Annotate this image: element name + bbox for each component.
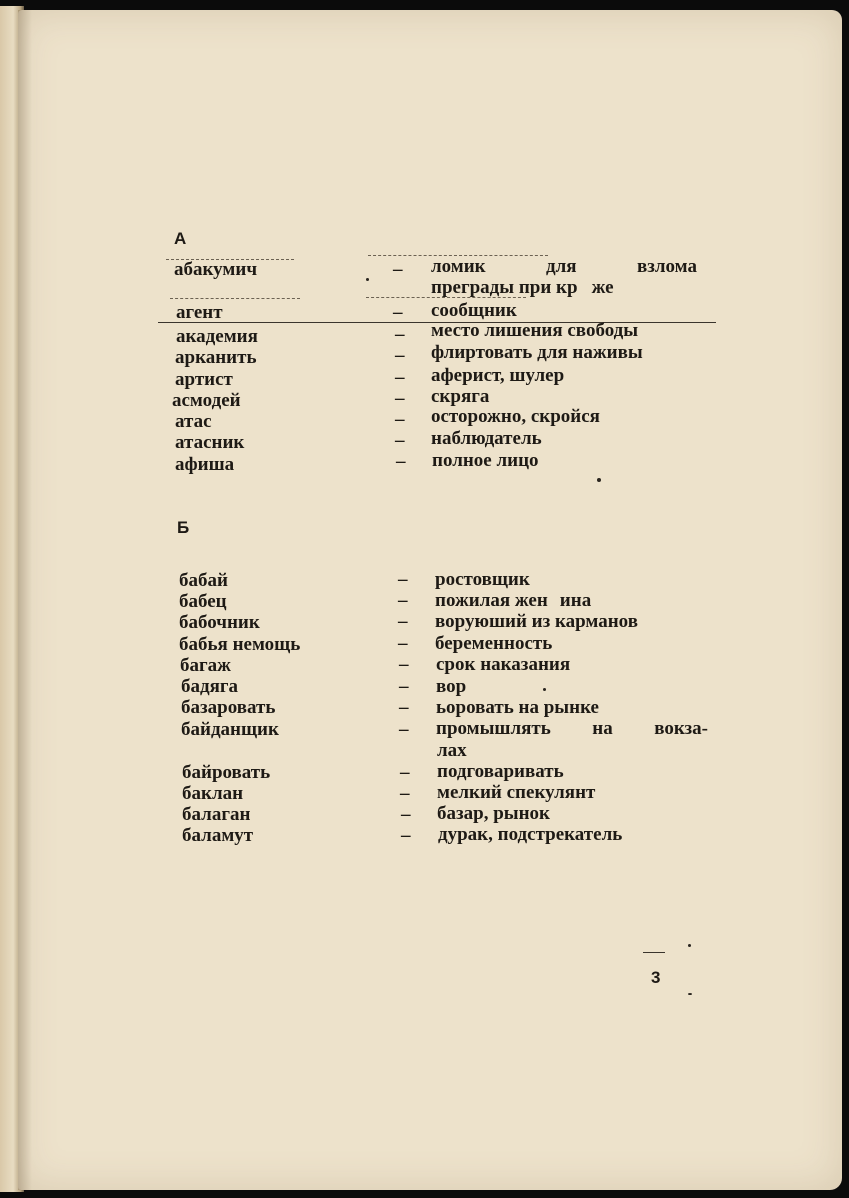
entry-term: афиша <box>175 454 235 475</box>
entry-dash: – <box>399 676 409 697</box>
entry-definition: аферист, шулер <box>431 365 565 386</box>
entry-term: асмодей <box>172 390 241 411</box>
definition-fragment: же <box>591 277 614 298</box>
entry-term: байровать <box>182 762 271 783</box>
entry-term: баклан <box>182 783 244 804</box>
page-paper <box>18 10 842 1190</box>
entry-dash: – <box>395 345 405 366</box>
entry-definition: подговаривать <box>437 761 564 782</box>
entry-term: атас <box>175 411 212 432</box>
ink-speck <box>543 688 546 691</box>
entry-term: атасник <box>175 432 245 453</box>
entry-definition: осторожно, скройся <box>431 406 600 427</box>
entry-definition: мелкий спекулянт <box>437 782 596 803</box>
entry-dash: – <box>395 367 405 388</box>
entry-term: базаровать <box>181 697 276 718</box>
entry-dash: – <box>400 783 410 804</box>
entry-dash: – <box>395 388 405 409</box>
entry-definition: вор <box>436 676 467 697</box>
entry-dash: – <box>399 697 409 718</box>
entry-definition-line: лах <box>437 740 467 761</box>
entry-term: баламут <box>182 825 254 846</box>
dashed-rule <box>366 297 526 298</box>
entry-term: балаган <box>182 804 251 825</box>
ink-speck <box>688 993 692 995</box>
dashed-rule <box>170 298 300 299</box>
entry-definition: ьоровать на рынке <box>436 697 599 718</box>
entry-definition: беременность <box>435 633 553 654</box>
entry-term: академия <box>176 326 258 347</box>
entry-definition-line <box>431 277 614 298</box>
entry-term: абакумич <box>174 259 258 280</box>
section-letter-b: Б <box>177 518 190 537</box>
definition-fragment: преграды при кр <box>431 277 578 298</box>
entry-definition: флиртовать для наживы <box>431 342 643 363</box>
entry-dash: – <box>400 762 410 783</box>
entry-definition-line <box>431 256 697 277</box>
entry-dash: – <box>398 633 408 654</box>
entry-term: бадяга <box>181 676 239 697</box>
entry-definition: полное лицо <box>432 450 539 471</box>
definition-word: для <box>546 256 577 277</box>
entry-dash: – <box>393 302 403 323</box>
entry-dash: – <box>395 324 405 345</box>
entry-term: багаж <box>180 655 231 676</box>
section-letter-a: А <box>174 229 187 248</box>
ink-speck <box>688 944 691 947</box>
definition-word: промышлять <box>436 718 551 739</box>
definition-word: на <box>592 718 613 739</box>
entry-definition: базар, рынок <box>437 803 550 824</box>
short-rule <box>643 952 665 953</box>
entry-dash: – <box>399 654 409 675</box>
entry-dash: – <box>393 259 403 280</box>
entry-dash: – <box>395 430 405 451</box>
entry-term: бабья немощь <box>179 634 301 655</box>
entry-term: арканить <box>175 347 257 368</box>
entry-dash: – <box>398 569 408 590</box>
entry-term: байданщик <box>181 719 279 740</box>
entry-definition: скряга <box>431 386 490 407</box>
entry-dash: – <box>398 611 408 632</box>
entry-definition: ростовщик <box>435 569 530 590</box>
entry-dash: – <box>396 451 406 472</box>
entry-dash: – <box>399 719 409 740</box>
ink-speck <box>366 278 369 281</box>
entry-definition-line <box>436 718 708 739</box>
entry-definition: наблюдатель <box>431 428 542 449</box>
entry-term: артист <box>175 369 233 390</box>
entry-term: бабочник <box>179 612 260 633</box>
entry-definition-line <box>435 590 591 611</box>
entry-dash: – <box>401 804 411 825</box>
entry-definition: дурак, подстрекатель <box>438 824 623 845</box>
definition-fragment: ина <box>559 590 592 611</box>
entry-definition: сообщник <box>431 300 517 321</box>
entry-definition: срок наказания <box>436 654 571 675</box>
entry-term: бабай <box>179 570 228 591</box>
entry-term: бабец <box>179 591 227 612</box>
entry-definition: место лишения свободы <box>431 320 639 341</box>
entry-dash: – <box>395 409 405 430</box>
definition-word: ломик <box>431 256 486 277</box>
entry-dash: – <box>398 590 408 611</box>
definition-word: вокза- <box>654 718 708 739</box>
definition-fragment: пожилая жен <box>435 590 548 611</box>
entry-dash: – <box>401 825 411 846</box>
page-number: 3 <box>651 968 661 987</box>
entry-definition: воруюший из карманов <box>435 611 638 632</box>
entry-term: агент <box>176 302 223 323</box>
ink-speck <box>597 478 601 482</box>
definition-word: взлома <box>636 256 697 277</box>
